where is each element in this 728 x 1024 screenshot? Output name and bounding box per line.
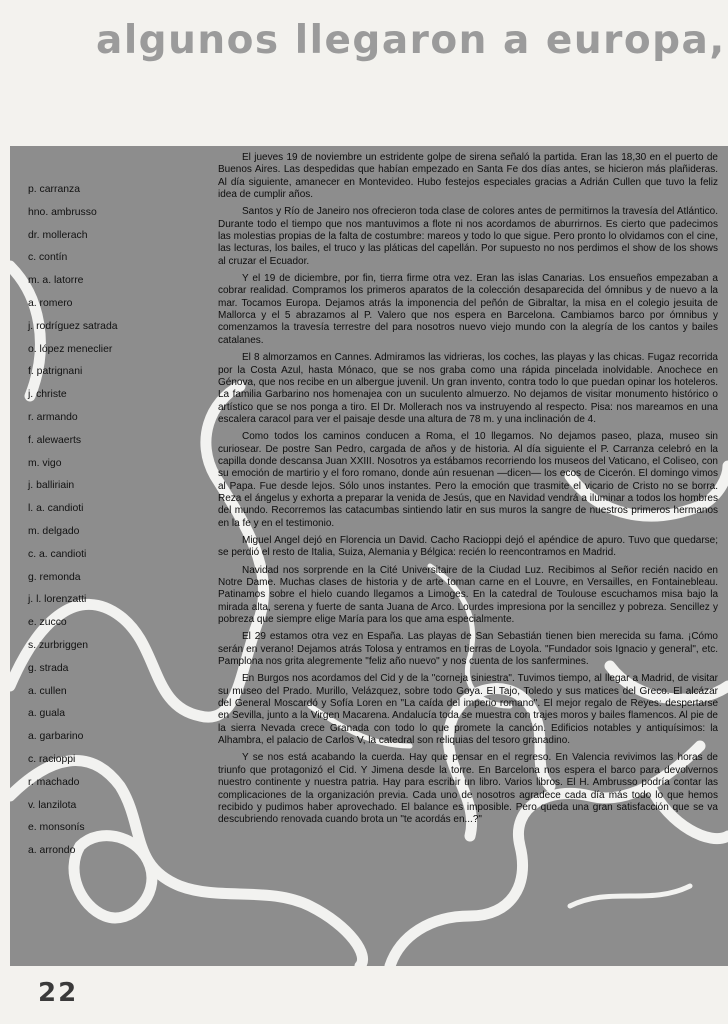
article-paragraph: En Burgos nos acordamos del Cid y de la "corneja siniestra". Tuvimos tiempo, al llegar a Madrid, de visitar su museo del Prado. Murillo, Velázquez, sobre todo Goya. El Tajo, Toledo y sus matices del Greco. El alcázar del General Moscardó y Sofía Loren en "La caída del imperio romano". El mejor regalo de Reyes: despertarse en Sevilla, junto a la Virgen Macarena. Andalucía toda se muestra con trajes moros y bailes flamencos. Al pie de la sierra Nevada crece Granada con todo lo que promete la canción. Edificios notables y antiquísimos: la Alhambra, el palacio de Carlos V, la catedral son reliquias del tesoro granadino. — [218, 673, 718, 747]
participant-name: s. zurbriggen — [28, 639, 89, 651]
participant-name: v. lanzilota — [28, 799, 77, 811]
article-paragraph: El jueves 19 de noviembre un estridente golpe de sirena señaló la partida. Eran las 18,30 en el puerto de Buenos Aires. Las despedidas que habían empezado en Santa Fe dos días antes, se hicieron más plañideras. Al día siguiente, amanecer en Montevideo. Hubo festejos especiales gracias a Adrián Cullen que tuvo la feliz idea de cumplir años. — [218, 152, 718, 201]
participant-name: g. strada — [28, 662, 69, 674]
participant-name: c. a. candioti — [28, 548, 87, 560]
participant-name: r. armando — [28, 411, 78, 423]
participant-name: a. romero — [28, 297, 73, 309]
participant-name: a. garbarino — [28, 731, 84, 743]
participant-name: j. l. lorenzatti — [28, 594, 87, 606]
participant-name: hno. ambrusso — [28, 206, 97, 218]
participant-name: a. cullen — [28, 685, 67, 697]
article-paragraph: El 8 almorzamos en Cannes. Admiramos las vidrieras, los coches, las playas y las chicas. Fugaz recorrida por la Costa Azul, hasta Mónaco, que se nos graba como una rápida pincelada inolvidable. Anochece en Génova, que nos recibe en un albergue juvenil. Un gran invento, contra todo lo que puedan opinar los hoteleros. La familia Garbarino nos homenajea con un suculento almuerzo. No dejamos de visitar monumento histórico o artístico que se nos ponga a tiro. El Dr. Mollerach nos va instruyendo al respecto. Pisa: nos mareamos en una escalera caracol para ver el paisaje desde una altura de 78 m. y una inclinación de 4. — [218, 352, 718, 425]
article-paragraph: El 29 estamos otra vez en España. Las playas de San Sebastián tienen bien merecida su fama. ¡Cómo serán en verano! Dejamos atrás Tolosa y entramos en tierras de Loyola. "Fundador sois Ignacio y general", etc. Pamplona nos grita alegremente "feliz año nuevo" y nos cuenta de los sanfermines. — [218, 631, 718, 668]
participant-name: dr. mollerach — [28, 229, 88, 241]
participant-name: e. monsonís — [28, 822, 85, 834]
participant-name: m. vigo — [28, 457, 62, 469]
page-title: algunos llegaron a europa, — [96, 18, 726, 63]
article-paragraph: Miguel Angel dejó en Florencia un David. Cacho Racioppi dejó el apéndice de apuro. Tuvo que quedarse; se perdió el resto de Italia, Suiza, Alemania y Bélgica: recién lo reencontramos en Madrid. — [218, 534, 718, 559]
article-paragraph: Navidad nos sorprende en la Cité Universitaire de la Ciudad Luz. Recibimos al Señor recién nacido en Notre Dame. Muchas clases de historia y de arte toman carne en el Louvre, en Versailles, en Fontainebleau. Patinamos sobre el hielo cuando llegamos a Limoges. En la catedral de Toulouse escuchamos misa bajo la mirada alta, serena y fuerte de santa Juana de Arco. Lourdes impresiona por la sencillez y pobreza. Sencillez y pobreza que siempre elige María para los que ama especialmente. — [218, 564, 718, 626]
participant-name: j. rodríguez satrada — [28, 320, 118, 332]
participant-name: f. patrignani — [28, 366, 83, 378]
participant-name: r. machado — [28, 776, 80, 788]
participant-name: p. carranza — [28, 184, 80, 195]
page-number: 22 — [38, 978, 79, 1008]
participant-name: c. contín — [28, 252, 68, 264]
article-paragraph: Santos y Río de Janeiro nos ofrecieron toda clase de colores antes de permitirnos la travesía del Atlántico. Durante todo el tiempo que nos mantuvimos a flote ni nos acordamos de aburrirnos. Es cierto que padecimos las molestias propias de la falta de costumbre: mareos y todo lo que sigue. Pero pronto lo olvidamos con el cine, las lecturas, los bailes, el truco y las pláticas del capellán. Por supuesto no nos perdimos el show de los shows al cruzar el Ecuador. — [218, 206, 718, 267]
participant-name: m. delgado — [28, 525, 80, 537]
participant-name: a. arrondo — [28, 845, 76, 857]
article-paragraph: Como todos los caminos conducen a Roma, el 10 llegamos. No dejamos paseo, plaza, museo sin curiosear. De postre San Pedro, cargada de años y de historia. Al día siguiente el P. Carranza celebró en la capilla donde descansa Juan XXIII. Nosotros ya estábamos recorriendo los museos del Vaticano, el Coliseo, con su emoción de martirio y el foro romano, donde aún resuenan —dicen— los ecos de Cicerón. El domingo vimos al Papa. Fue desde lejos. Sólo unos instantes. Pero la emoción que trasmite el vicario de Cristo no se borra. Reza el ángelus y exhorta a preparar la venida de Jesús, que en Navidad vendrá a iluminar a todos los hombres del mundo. Recorremos las catacumbas sintiendo latir en sus muros la sangre de nuestros primeros hermanos en la fe y en el testimonio. — [218, 431, 718, 529]
participants-list — [28, 179, 193, 863]
article-paragraph: Y se nos está acabando la cuerda. Hay que pensar en el regreso. En Valencia revivimos las horas de triunfo que protagonizó el Cid. Y Jimena desde la torre. En Barcelona nos espera el barco para devolvernos nuestro continente y nuestra patria. Hay para escribir un libro. Varios libros. El H. Ambrusso podría contar las complicaciones de la organización previa. Cada uno de nosotros agradece cada día más todo lo que hemos recibido y pudimos haber aprovechado. El balance es imposible. Pero queda una gran satisfacción que se va descubriendo renovada cuando brota un "te acordás en...?" — [218, 752, 718, 826]
article-paragraph: Y el 19 de diciembre, por fin, tierra firme otra vez. Eran las islas Canarias. Los ensueños empezaban a cobrar realidad. Compramos los primeros aparatos de la colección desaparecida del ómnibus y de nuevo a la mar. Tocamos Europa. Dejamos atrás la imponencia del peñón de Gibraltar, la misa en el colegio jesuita de Mallorca y el 5 abrazamos al P. Valero que nos espera en Barcelona. Cambiamos barco por ómnibus y comenzamos la travesía terrestre del para nosotros nuevo viejo mundo con la alegría de los cantos y bailes catalanes. — [218, 273, 718, 346]
participant-name: e. zucco — [28, 617, 67, 629]
participant-name: j. balliriain — [28, 480, 75, 492]
participant-name: a. guala — [28, 708, 65, 720]
article-body — [218, 152, 718, 832]
participant-name: l. a. candioti — [28, 503, 84, 515]
participant-name: f. alewaerts — [28, 434, 82, 446]
participant-name: c. racioppi — [28, 753, 76, 765]
participant-name: o. lópez meneclier — [28, 343, 113, 355]
participant-name: g. remonda — [28, 571, 81, 583]
participant-name: m. a. latorre — [28, 275, 84, 287]
participant-name: j. christe — [28, 389, 67, 401]
